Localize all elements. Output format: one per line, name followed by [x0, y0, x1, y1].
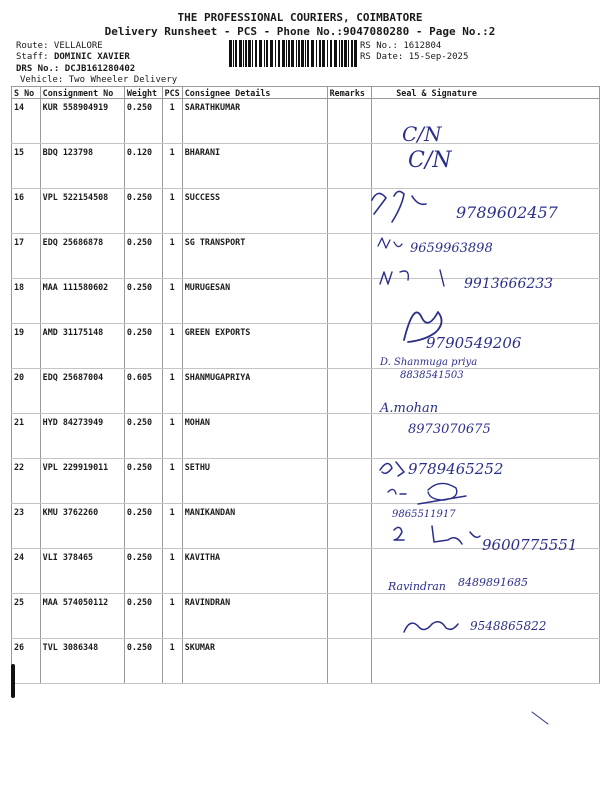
table-row: [12, 639, 600, 684]
cell-consignee: SUCCESS: [182, 189, 327, 234]
drs-number: DCJB161280402: [64, 64, 136, 74]
cell-remarks: [327, 279, 372, 324]
cell-signature: [372, 549, 600, 594]
runsheet-subtitle: Delivery Runsheet - PCS - Phone No.:9047080280 - Page No.:2: [104, 25, 496, 38]
table-row: [12, 414, 600, 459]
col-header-consignment: Consignment No: [40, 87, 124, 99]
cell-consignee: SHANMUGAPRIYA: [182, 369, 327, 414]
table-row: [12, 99, 600, 144]
barcode-bar: [288, 40, 290, 67]
col-header-signature: Seal & Signature: [372, 87, 600, 99]
cell-weight: 0.250: [124, 189, 162, 234]
barcode-bar: [252, 40, 253, 67]
barcode-bar: [248, 40, 251, 67]
sig-shan-phone: 8838541503: [400, 370, 464, 381]
barcode-bar: [298, 40, 300, 67]
cell-sno: 19: [12, 324, 41, 369]
cell-remarks: [327, 189, 372, 234]
cell-consignment: MAA 111580602: [40, 279, 124, 324]
sig-murugesan-phone: 9913666233: [464, 276, 554, 292]
col-header-weight: Weight: [124, 87, 162, 99]
barcode-bar: [301, 40, 304, 67]
cell-pcs: 1: [162, 189, 182, 234]
barcode-bar: [311, 40, 314, 67]
cell-signature: [372, 639, 600, 684]
cell-remarks: [327, 369, 372, 414]
cell-pcs: 1: [162, 234, 182, 279]
margin-mark: [11, 664, 15, 698]
barcode-bar: [229, 40, 232, 67]
table-row: [12, 549, 600, 594]
cell-sno: 20: [12, 369, 41, 414]
route-label: Route: VELLALORE: [16, 41, 103, 51]
cell-consignee: BHARANI: [182, 144, 327, 189]
table-row: [12, 459, 600, 504]
sig-mohan-phone: 8973070675: [408, 422, 491, 437]
company-name: THE PROFESSIONAL COURIERS, COIMBATORE: [177, 11, 423, 24]
table-row: [12, 324, 600, 369]
cell-consignment: VPL 229919011: [40, 459, 124, 504]
cell-remarks: [327, 639, 372, 684]
cell-consignment: KUR 558904919: [40, 99, 124, 144]
sig-cin-1: C/N: [402, 122, 442, 146]
cell-consignment: MAA 574050112: [40, 594, 124, 639]
sig-kavitha-phone: 9600775551: [482, 536, 578, 554]
cell-consignment: BDQ 123798: [40, 144, 124, 189]
barcode-bar: [243, 40, 244, 67]
col-header-remarks: Remarks: [327, 87, 372, 99]
cell-weight: 0.120: [124, 144, 162, 189]
barcode-bar: [259, 40, 262, 67]
cell-weight: 0.250: [124, 504, 162, 549]
table-row: [12, 504, 600, 549]
cell-remarks: [327, 504, 372, 549]
barcode-icon: [229, 40, 357, 67]
col-header-pcs: PCS: [162, 87, 182, 99]
drs-line: [16, 64, 135, 74]
cell-consignment: AMD 31175148: [40, 324, 124, 369]
cell-sno: 15: [12, 144, 41, 189]
sig-shan-name: D. Shanmuga priya: [380, 357, 478, 368]
cell-remarks: [327, 549, 372, 594]
table-row: [12, 369, 600, 414]
cell-signature: [372, 459, 600, 504]
cell-signature: [372, 324, 600, 369]
staff-line: [16, 52, 130, 62]
cell-signature: [372, 99, 600, 144]
rs-date: RS Date: 15-Sep-2025: [360, 52, 469, 62]
cell-pcs: 1: [162, 504, 182, 549]
cell-consignee: MOHAN: [182, 414, 327, 459]
barcode-bar: [239, 40, 242, 67]
barcode-bar: [266, 40, 268, 67]
cell-pcs: 1: [162, 639, 182, 684]
drs-label: DRS No.:: [16, 64, 60, 74]
cell-signature: [372, 279, 600, 324]
barcode-bar: [330, 40, 332, 67]
cell-remarks: [327, 144, 372, 189]
cell-pcs: 1: [162, 549, 182, 594]
barcode-bar: [245, 40, 247, 67]
barcode-bar: [327, 40, 328, 67]
vehicle-label: Vehicle: Two Wheeler Delivery: [20, 75, 178, 85]
cell-consignee: SETHU: [182, 459, 327, 504]
cell-weight: 0.250: [124, 459, 162, 504]
sig-success-phone: 9789602457: [456, 203, 558, 222]
cell-sno: 18: [12, 279, 41, 324]
cell-weight: 0.250: [124, 639, 162, 684]
cell-pcs: 1: [162, 459, 182, 504]
cell-consignment: VPL 522154508: [40, 189, 124, 234]
barcode-bar: [286, 40, 287, 67]
barcode-bar: [316, 40, 317, 67]
cell-weight: 0.605: [124, 369, 162, 414]
cell-remarks: [327, 234, 372, 279]
col-header-sno: S No: [12, 87, 41, 99]
cell-remarks: [327, 594, 372, 639]
cell-sno: 21: [12, 414, 41, 459]
cell-signature: [372, 144, 600, 189]
cell-sno: 24: [12, 549, 41, 594]
barcode-bar: [339, 40, 340, 67]
barcode-bar: [322, 40, 325, 67]
barcode-bar: [348, 40, 349, 67]
cell-consignment: VLI 378465: [40, 549, 124, 594]
cell-consignment: HYD 84273949: [40, 414, 124, 459]
cell-pcs: 1: [162, 279, 182, 324]
cell-weight: 0.250: [124, 99, 162, 144]
cell-consignee: MANIKANDAN: [182, 504, 327, 549]
barcode-bar: [270, 40, 273, 67]
sig-cin-2: C/N: [408, 148, 452, 173]
cell-pcs: 1: [162, 144, 182, 189]
runsheet-table: [11, 86, 600, 684]
sig-green-phone: 9790549206: [426, 334, 522, 352]
cell-sno: 23: [12, 504, 41, 549]
barcode-bar: [305, 40, 306, 67]
sig-ravi-name: Ravindran: [388, 580, 446, 593]
barcode-bar: [278, 40, 280, 67]
cell-sno: 17: [12, 234, 41, 279]
cell-remarks: [327, 324, 372, 369]
cell-pcs: 1: [162, 324, 182, 369]
cell-consignee: SARATHKUMAR: [182, 99, 327, 144]
cell-pcs: 1: [162, 594, 182, 639]
cell-consignee: KAVITHA: [182, 549, 327, 594]
barcode-bar: [291, 40, 294, 67]
cell-weight: 0.250: [124, 279, 162, 324]
barcode-bar: [319, 40, 321, 67]
sig-sg-phone: 9659963898: [410, 241, 493, 256]
barcode-bar: [334, 40, 337, 67]
barcode-bar: [344, 40, 347, 67]
cell-signature: [372, 594, 600, 639]
barcode-bar: [282, 40, 285, 67]
cell-pcs: 1: [162, 99, 182, 144]
table-row: [12, 594, 600, 639]
sig-skumar-phone: 9548865822: [470, 619, 547, 633]
cell-weight: 0.250: [124, 549, 162, 594]
barcode-bar: [255, 40, 257, 67]
cell-signature: [372, 504, 600, 549]
table-row: [12, 234, 600, 279]
cell-weight: 0.250: [124, 324, 162, 369]
barcode-bar: [235, 40, 237, 67]
cell-consignment: TVL 3086348: [40, 639, 124, 684]
table-header-row: [12, 87, 600, 99]
cell-signature: [372, 189, 600, 234]
table-row: [12, 189, 600, 234]
cell-consignment: EDQ 25686878: [40, 234, 124, 279]
cell-weight: 0.250: [124, 234, 162, 279]
staff-name: DOMINIC XAVIER: [53, 52, 130, 62]
sig-sethu-phone: 9789465252: [408, 460, 504, 478]
col-header-consignee: Consignee Details: [182, 87, 327, 99]
cell-weight: 0.250: [124, 414, 162, 459]
cell-consignee: GREEN EXPORTS: [182, 324, 327, 369]
cell-remarks: [327, 414, 372, 459]
cell-remarks: [327, 99, 372, 144]
barcode-bar: [264, 40, 265, 67]
cell-remarks: [327, 459, 372, 504]
sig-ravi-phone: 8489891685: [458, 576, 528, 589]
cell-consignment: KMU 3762260: [40, 504, 124, 549]
sig-mani-phone: 9865511917: [392, 509, 456, 520]
barcode-bar: [341, 40, 343, 67]
cell-consignee: MURUGESAN: [182, 279, 327, 324]
barcode-bar: [351, 40, 353, 67]
cell-consignment: EDQ 25687004: [40, 369, 124, 414]
table-row: [12, 279, 600, 324]
cell-sno: 14: [12, 99, 41, 144]
rs-number: RS No.: 1612804: [360, 41, 442, 51]
cell-sno: 22: [12, 459, 41, 504]
cell-signature: [372, 234, 600, 279]
cell-sno: 26: [12, 639, 41, 684]
barcode-bar: [354, 40, 357, 67]
barcode-bar: [233, 40, 234, 67]
cell-consignee: SG TRANSPORT: [182, 234, 327, 279]
cell-sno: 16: [12, 189, 41, 234]
table-row: [12, 144, 600, 189]
sig-mohan-name: A.mohan: [380, 401, 439, 416]
cell-consignee: SKUMAR: [182, 639, 327, 684]
cell-sno: 25: [12, 594, 41, 639]
cell-consignee: RAVINDRAN: [182, 594, 327, 639]
barcode-bar: [275, 40, 276, 67]
cell-pcs: 1: [162, 414, 182, 459]
cell-signature: [372, 369, 600, 414]
cell-signature: [372, 414, 600, 459]
stray-pen-mark: [532, 712, 548, 724]
barcode-bar: [307, 40, 309, 67]
cell-weight: 0.250: [124, 594, 162, 639]
barcode-bar: [296, 40, 297, 67]
staff-label: Staff:: [16, 52, 49, 62]
cell-pcs: 1: [162, 369, 182, 414]
